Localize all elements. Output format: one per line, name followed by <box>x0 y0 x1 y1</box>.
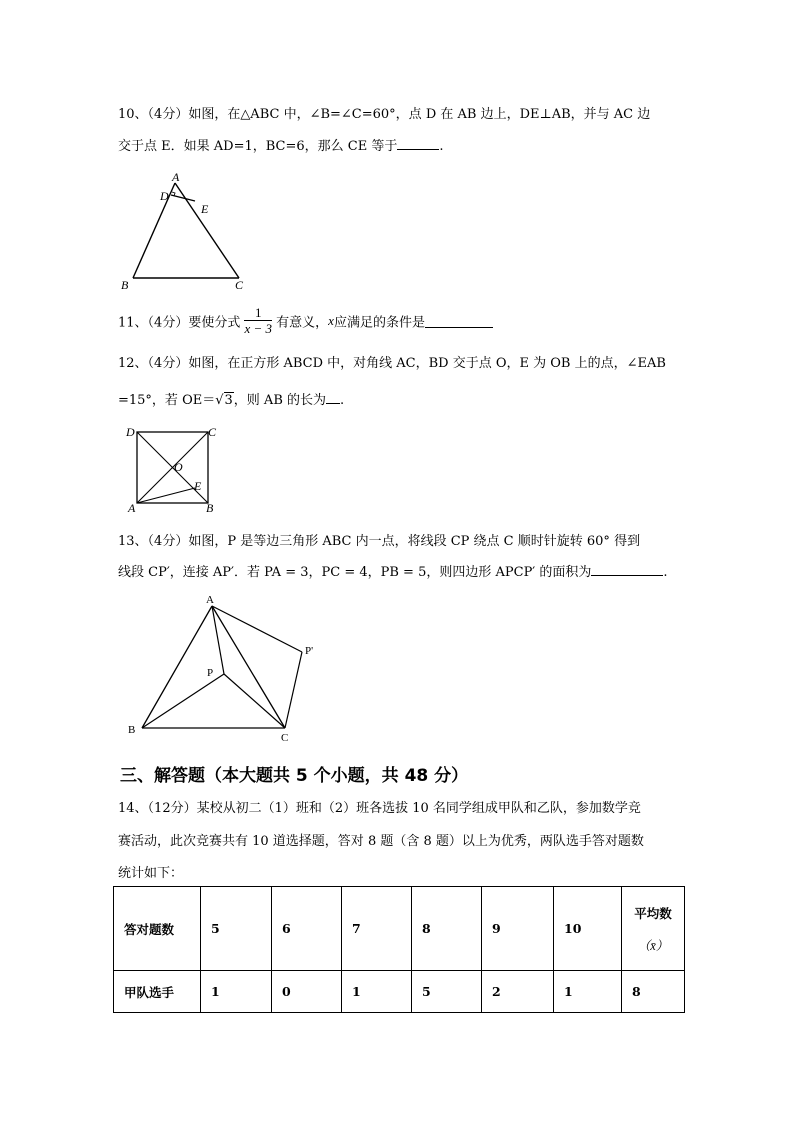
q10-label-e: E <box>201 202 209 216</box>
q13-label-p-prime: P' <box>305 645 314 657</box>
q14-score-table <box>113 886 685 1013</box>
table-cell: 0 <box>272 971 342 1013</box>
q12-line2 <box>118 389 344 408</box>
table-cell: 7 <box>342 887 412 971</box>
q13-line1: 13、（4分）如图，P 是等边三角形 ABC 内一点，将线段 CP 绕点 C 顺时针旋转 60° 得到 <box>118 534 641 549</box>
q11-prefix: 11、（4分）要使分式 <box>118 315 241 331</box>
q10-label-c: C <box>235 278 244 292</box>
q14-line3: 统计如下： <box>118 866 184 881</box>
q12-label-o: O <box>174 460 183 474</box>
table-cell: 1 <box>554 971 622 1013</box>
table-cell-average <box>622 887 685 971</box>
q13-label-c: C <box>281 732 289 744</box>
q13-label-b: B <box>128 724 136 736</box>
avg-symbol: （x̄） <box>637 938 669 953</box>
q10-line2-text: 交于点 E．如果 AD=1，BC=6，那么 CE 等于 <box>118 139 398 154</box>
q13-label-a: A <box>206 594 214 606</box>
q11-fraction-denominator: x − 3 <box>244 321 273 336</box>
q10-label-b: B <box>121 278 129 292</box>
q13-rotation-figure <box>120 590 330 745</box>
q13-label-p: P <box>207 667 214 679</box>
q13-answer-blank <box>591 563 663 576</box>
table-cell: 答对题数 <box>114 887 201 971</box>
q12-line2-a: =15°，若 OE＝ <box>118 393 216 408</box>
table-cell: 5 <box>201 887 272 971</box>
q10-triangle-figure <box>115 168 255 296</box>
table-cell: 8 <box>622 971 685 1013</box>
q11-suffix-a: 有意义， <box>276 315 329 331</box>
table-cell: 10 <box>554 887 622 971</box>
q11-fraction <box>244 305 272 337</box>
q12-label-b: B <box>206 501 214 514</box>
q12-label-a: A <box>128 501 136 514</box>
table-cell: 2 <box>482 971 554 1013</box>
q12-label-c: C <box>208 425 217 439</box>
sqrt-icon: √ <box>215 393 224 408</box>
q11-answer-blank <box>425 315 493 328</box>
table-row <box>114 971 685 1013</box>
q12-square-figure <box>122 422 222 514</box>
avg-label: 平均数 <box>634 905 672 921</box>
table-row <box>114 887 685 971</box>
table-cell: 8 <box>412 887 482 971</box>
q13-line2 <box>118 561 668 580</box>
q11-line <box>118 305 493 337</box>
table-cell: 1 <box>201 971 272 1013</box>
q10-label-a: A <box>172 170 180 184</box>
q12-line2-b: ，则 AB 的长为 <box>233 393 327 408</box>
table-cell: 9 <box>482 887 554 971</box>
q11-var: x <box>328 313 334 328</box>
q10-answer-blank <box>397 137 439 150</box>
q13-line2-text: 线段 CP′，连接 AP′．若 PA = 3，PC = 4，PB = 5，则四边形 APCP′ 的面积为 <box>118 565 592 580</box>
q14-line1: 14、（12分）某校从初二（1）班和（2）班各选拔 10 名同学组成甲队和乙队，参加数学竞 <box>118 801 641 816</box>
q12-answer-blank <box>326 391 340 404</box>
q12-sqrt <box>215 393 234 408</box>
q12-label-d: D <box>126 425 135 439</box>
section-heading: 三、解答题（本大题共 5 个小题，共 48 分） <box>120 766 469 786</box>
q13-line2-end: . <box>663 565 668 580</box>
q12-line1: 12、（4分）如图，在正方形 ABCD 中，对角线 AC，BD 交于点 O，E 为 OB 上的点，∠EAB <box>118 356 666 371</box>
q10-line2-end: . <box>439 139 444 154</box>
q11-suffix-b: 应满足的条件是 <box>333 315 425 331</box>
q10-line1: 10、（4分）如图，在△ABC 中，∠B=∠C=60°，点 D 在 AB 边上，DE⊥AB，并与 AC 边 <box>118 107 651 122</box>
table-cell: 6 <box>272 887 342 971</box>
table-cell: 1 <box>342 971 412 1013</box>
q10-line2 <box>118 135 443 154</box>
q12-line2-end: . <box>340 393 345 408</box>
table-cell: 甲队选手 <box>114 971 201 1013</box>
q14-line2: 赛活动，此次竞赛共有 10 道选择题，答对 8 题（含 8 题）以上为优秀，两队选手答对题数 <box>118 834 644 849</box>
q12-label-e: E <box>194 479 202 493</box>
q10-label-d: D <box>160 189 169 203</box>
q12-sqrt-arg: 3 <box>224 393 233 408</box>
q11-fraction-numerator: 1 <box>244 305 272 321</box>
table-cell: 5 <box>412 971 482 1013</box>
